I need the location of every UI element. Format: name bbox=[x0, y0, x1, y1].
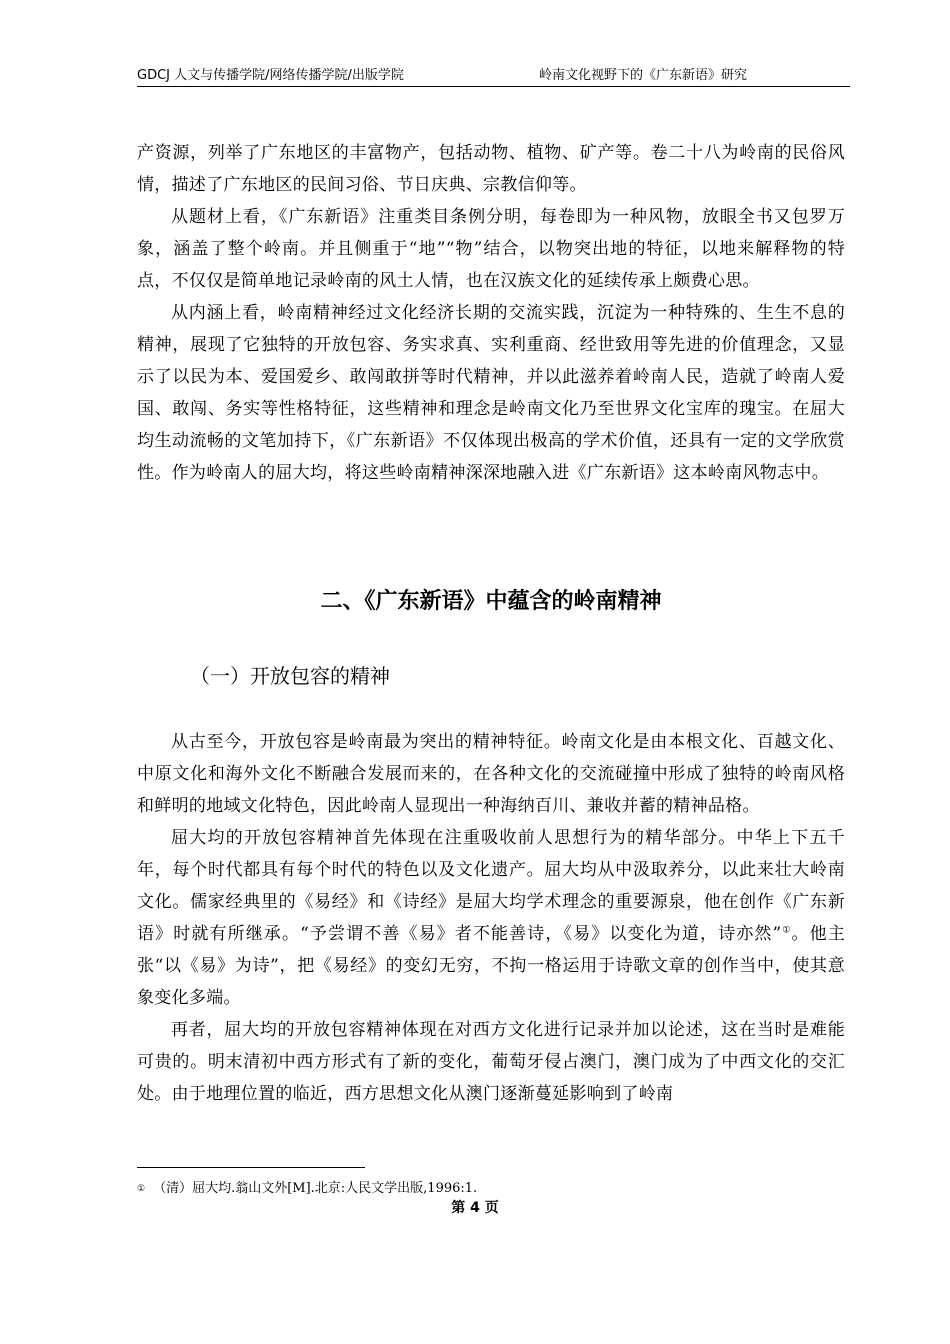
header-institution: GDCJ 人文与传播学院/网络传播学院/出版学院 bbox=[137, 68, 404, 83]
intro-text-block bbox=[137, 137, 845, 489]
footnote-mark: ① bbox=[137, 1184, 146, 1194]
paragraph-openness-intro: 从古至今，开放包容是岭南最为突出的精神特征。岭南文化是由本根文化、百越文化、中原文化和海外文化不断融合发展而来的，在各种文化的交流碰撞中形成了独特的岭南风格和鲜明的地域文化特色，因此岭南人显现出一种海纳百川、兼收并蓄的精神品格。 bbox=[137, 732, 845, 816]
subsection-heading: （一）开放包容的精神 bbox=[190, 664, 390, 688]
paragraph-openness-western: 再者，屈大均的开放包容精神体现在对西方文化进行记录并加以论述，这在当时是难能可贵的。明末清初中西方形式有了新的变化，葡萄牙侵占澳门，澳门成为了中西文化的交汇处。由于地理位置的临近，西方思想文化从澳门逐渐蔓延影响到了岭南 bbox=[137, 1020, 845, 1104]
paragraph-text-after-note: 。他主张“以《易》为诗”，把《易经》的变幻无穷，不拘一格运用于诗歌文章的创作当中，使其意象变化多端。 bbox=[137, 924, 846, 1008]
paragraph-subject-matter: 从题材上看，《广东新语》注重类目条例分明，每卷即为一种风物，放眼全书又包罗万象，涵盖了整个岭南。并且侧重于“地”“物”结合，以物突出地的特征，以地来解释物的特点，不仅仅是简单地记录岭南的风土人情，也在汉族文化的延续传承上颇费心思。 bbox=[137, 207, 845, 291]
footnote-text: （清）屈大均.翁山文外[M].北京:人民文学出版,1996:1. bbox=[153, 1181, 478, 1196]
paragraph-text-before-note: 屈大均的开放包容精神首先体现在注重吸收前人思想行为的精华部分。中华上下五千年，每个时代都具有每个时代的特色以及文化遗产。屈大均从中汲取养分，以此来壮大岭南文化。儒家经典里的《易经》和《诗经》是屈大均学术理念的重要源泉，他在创作《广东新语》时就有所继承。“予尝谓不善《易》者不能善诗，《易》以变化为道，诗亦然” bbox=[137, 828, 845, 944]
page-number: 第 4 页 bbox=[451, 1200, 499, 1216]
footnote-separator bbox=[137, 1167, 365, 1168]
footnote-reference[interactable]: ① bbox=[781, 925, 792, 936]
header-thesis-title: 岭南文化视野下的《广东新语》研究 bbox=[539, 68, 748, 83]
section-text-block bbox=[137, 726, 845, 1110]
running-header bbox=[137, 66, 850, 87]
footnote bbox=[137, 1180, 477, 1198]
paragraph-openness-classics bbox=[137, 822, 845, 1014]
paragraph-continued: 产资源，列举了广东地区的丰富物产，包括动物、植物、矿产等。卷二十八为岭南的民俗风情，描述了广东地区的民间习俗、节日庆典、宗教信仰等。 bbox=[137, 143, 845, 195]
section-heading: 二、《广东新语》中蕴含的岭南精神 bbox=[320, 589, 662, 614]
paragraph-connotation: 从内涵上看，岭南精神经过文化经济长期的交流实践，沉淀为一种特殊的、生生不息的精神，展现了它独特的开放包容、务实求真、实利重商、经世致用等先进的价值理念，又显示了以民为本、爱国爱乡、敢闯敢拼等时代精神，并以此滋养着岭南人民，造就了岭南人爱国、敢闯、务实等性格特征，这些精神和理念是岭南文化乃至世界文化宝库的瑰宝。在屈大均生动流畅的文笔加持下，《广东新语》不仅体现出极高的学术价值，还具有一定的文学欣赏性。作为岭南人的屈大均，将这些岭南精神深深地融入进《广东新语》这本岭南风物志中。 bbox=[137, 303, 845, 483]
